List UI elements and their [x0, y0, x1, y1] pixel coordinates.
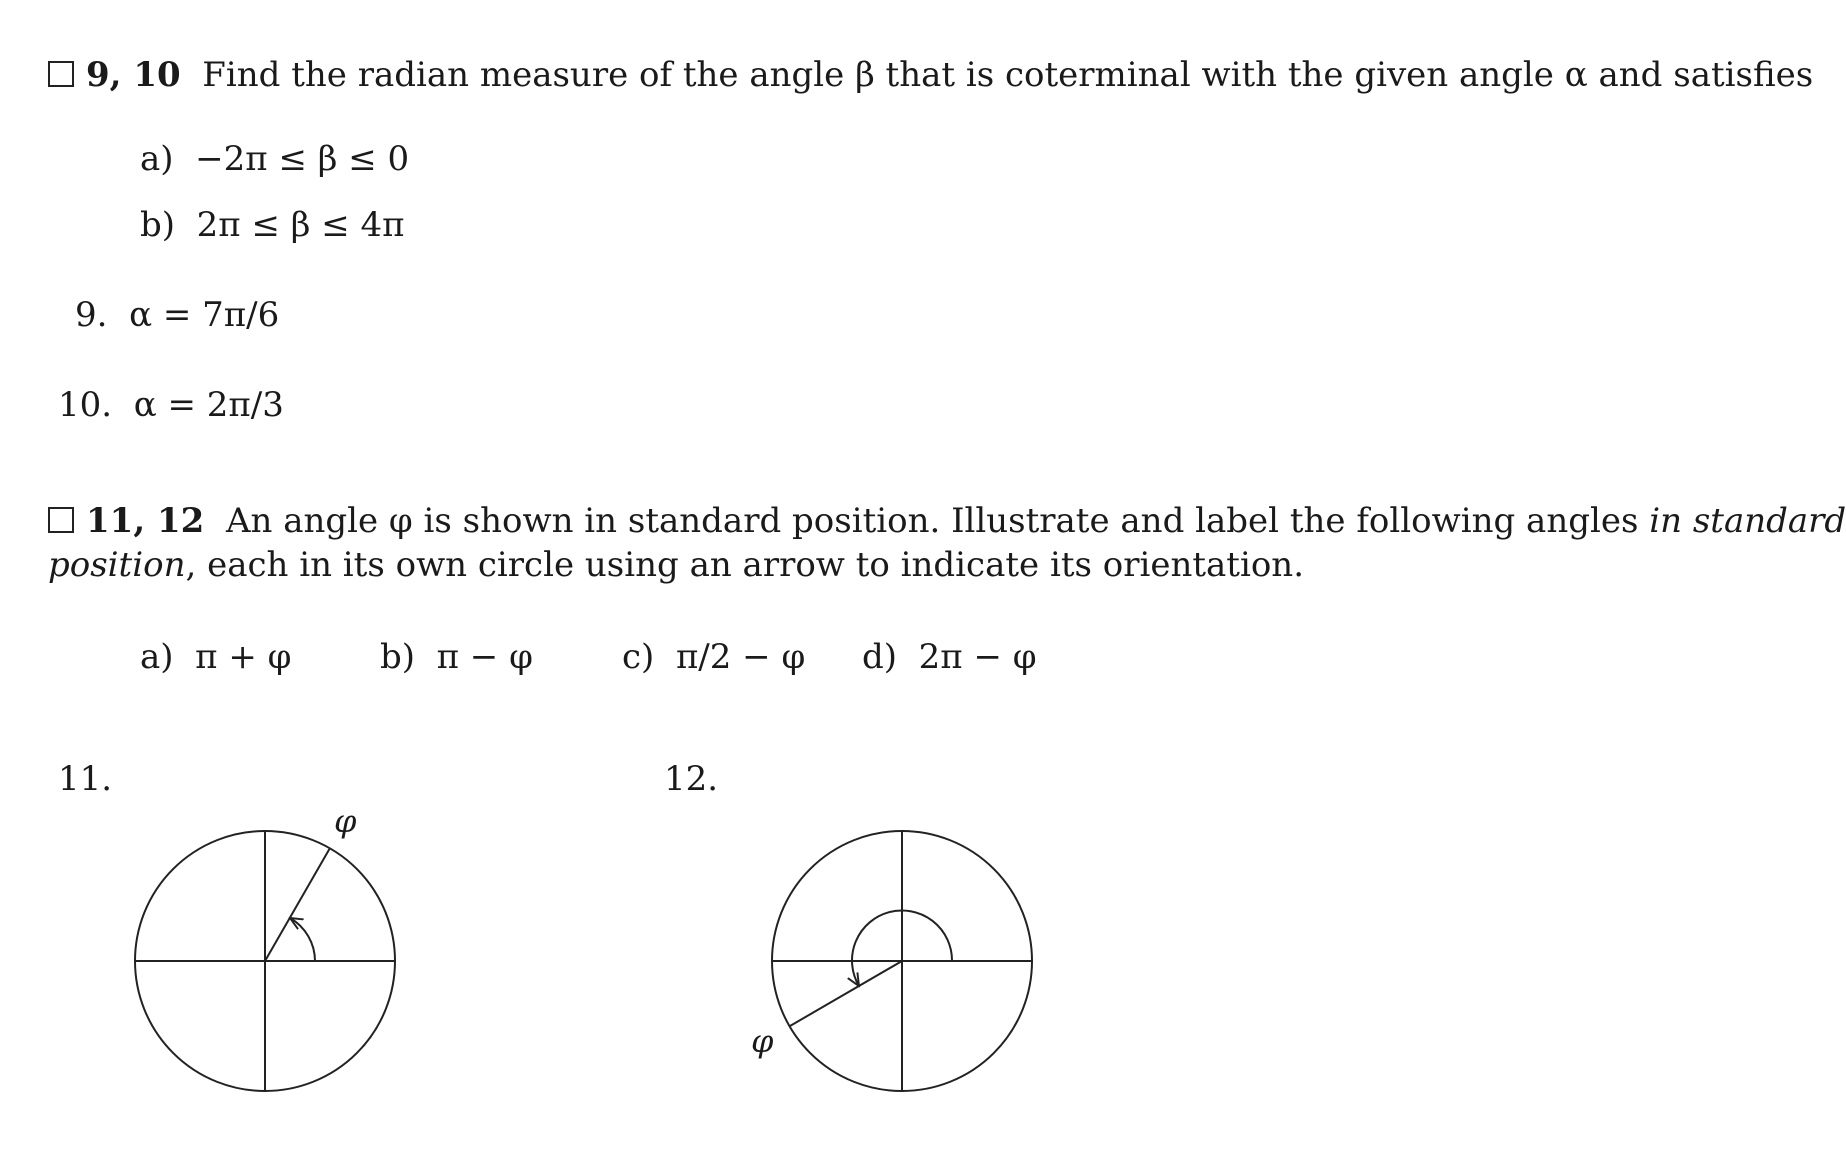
option-label: d) [862, 637, 898, 677]
option-label: c) [622, 637, 655, 677]
problem-number: 11, 12 [86, 501, 205, 541]
prompt-emphasis: position [48, 545, 186, 585]
phi-label: φ [751, 1022, 774, 1060]
terminal-side [790, 961, 902, 1026]
figure-12-number: 12. [664, 759, 719, 799]
problem-prompt: Find the radian measure of the angle β that is coterminal with the given angle α and satisfies [202, 55, 1814, 95]
figure-11-circle-diagram [135, 831, 395, 1091]
option-label: b) [380, 637, 416, 677]
problem-number: 9, 10 [86, 55, 181, 95]
item-number: 9. [75, 295, 108, 335]
condition-label: b) [140, 205, 176, 245]
option-text: 2π − φ [918, 637, 1037, 677]
option-text: π/2 − φ [675, 637, 806, 677]
option-text: π − φ [436, 637, 533, 677]
phi-label: φ [334, 802, 357, 840]
condition-text: −2π ≤ β ≤ 0 [195, 139, 410, 179]
prompt-emphasis: in standard [1649, 501, 1846, 541]
option-text: π + φ [195, 637, 292, 677]
problem-prompt: An angle φ is shown in standard position. Illustrate and label the following angles [225, 501, 1650, 541]
figure-11-number: 11. [58, 759, 113, 799]
item-number: 10. [58, 385, 113, 425]
item-text: α = 7π/6 [129, 295, 280, 335]
option-label: a) [140, 637, 174, 677]
problem-prompt-end: , each in its own circle using an arrow to indicate its orientation. [185, 545, 1305, 585]
terminal-side [265, 848, 330, 961]
item-text: α = 2π/3 [133, 385, 284, 425]
angle-arc [290, 918, 315, 961]
condition-text: 2π ≤ β ≤ 4π [196, 205, 405, 245]
condition-label: a) [140, 139, 174, 179]
figure-12-circle-diagram [772, 831, 1032, 1091]
